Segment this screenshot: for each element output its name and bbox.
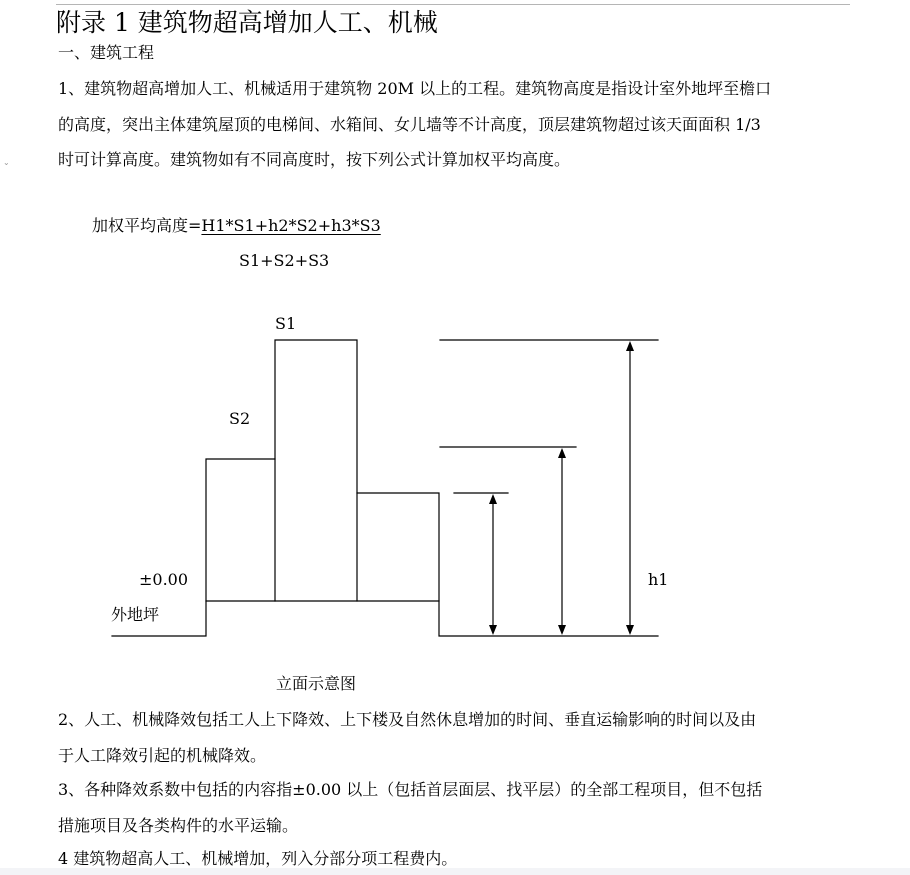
paragraph-1-line-1: 1、建筑物超高增加人工、机械适用于建筑物 20M 以上的工程。建筑物高度是指设计室外地坪至檐口	[58, 79, 772, 98]
margin-marker-icon: ⌄	[3, 158, 10, 167]
paragraph-2-line-2: 于人工降效引起的机械降效。	[58, 745, 267, 765]
arrowhead-h2-bottom	[558, 625, 566, 635]
paragraph-1-line-2: 的高度，突出主体建筑屋顶的电梯间、水箱间、女儿墙等不计高度，顶层建筑物超过该天面面积 1/3	[58, 114, 761, 134]
arrowhead-h1-bottom	[626, 625, 634, 635]
formula-label: 加权平均高度=	[92, 216, 202, 235]
paragraph-2	[58, 702, 858, 773]
label-s2: S2	[229, 409, 251, 428]
formula-numerator: H1*S1+h2*S2+h3*S3	[201, 216, 381, 235]
arrowhead-h2-top	[558, 448, 566, 458]
paragraph-3	[58, 772, 858, 843]
label-s1: S1	[275, 314, 297, 333]
formula-denominator: S1+S2+S3	[239, 251, 330, 270]
arrowhead-h3-top	[489, 494, 497, 504]
label-zero-elevation: ±0.00	[139, 570, 189, 589]
diagram-caption: 立面示意图	[276, 674, 357, 693]
paragraph-3-line-1: 3、各种降效系数中包括的内容指±0.00 以上（包括首层面层、找平层）的全部工程项目，但不包括	[58, 780, 763, 799]
label-outdoor-ground: 外地坪	[111, 605, 160, 624]
building-outline	[112, 340, 658, 636]
arrowhead-h1-top	[626, 341, 634, 351]
section-heading: 一、建筑工程	[58, 43, 155, 62]
arrowhead-h3-bottom	[489, 625, 497, 635]
paragraph-3-line-2: 措施项目及各类构件的水平运输。	[58, 815, 299, 835]
label-h1: h1	[648, 570, 669, 589]
appendix-title: 附录 1 建筑物超高增加人工、机械	[56, 8, 438, 37]
paragraph-2-line-1: 2、人工、机械降效包括工人上下降效、上下楼及自然休息增加的时间、垂直运输影响的时间以及由	[58, 710, 757, 729]
paragraph-4: 4 建筑物超高人工、机械增加，列入分部分项工程费内。	[58, 849, 458, 868]
paragraph-1-line-3: 时可计算高度。建筑物如有不同高度时，按下列公式计算加权平均高度。	[58, 150, 571, 169]
bottom-scroll-strip	[0, 868, 910, 875]
